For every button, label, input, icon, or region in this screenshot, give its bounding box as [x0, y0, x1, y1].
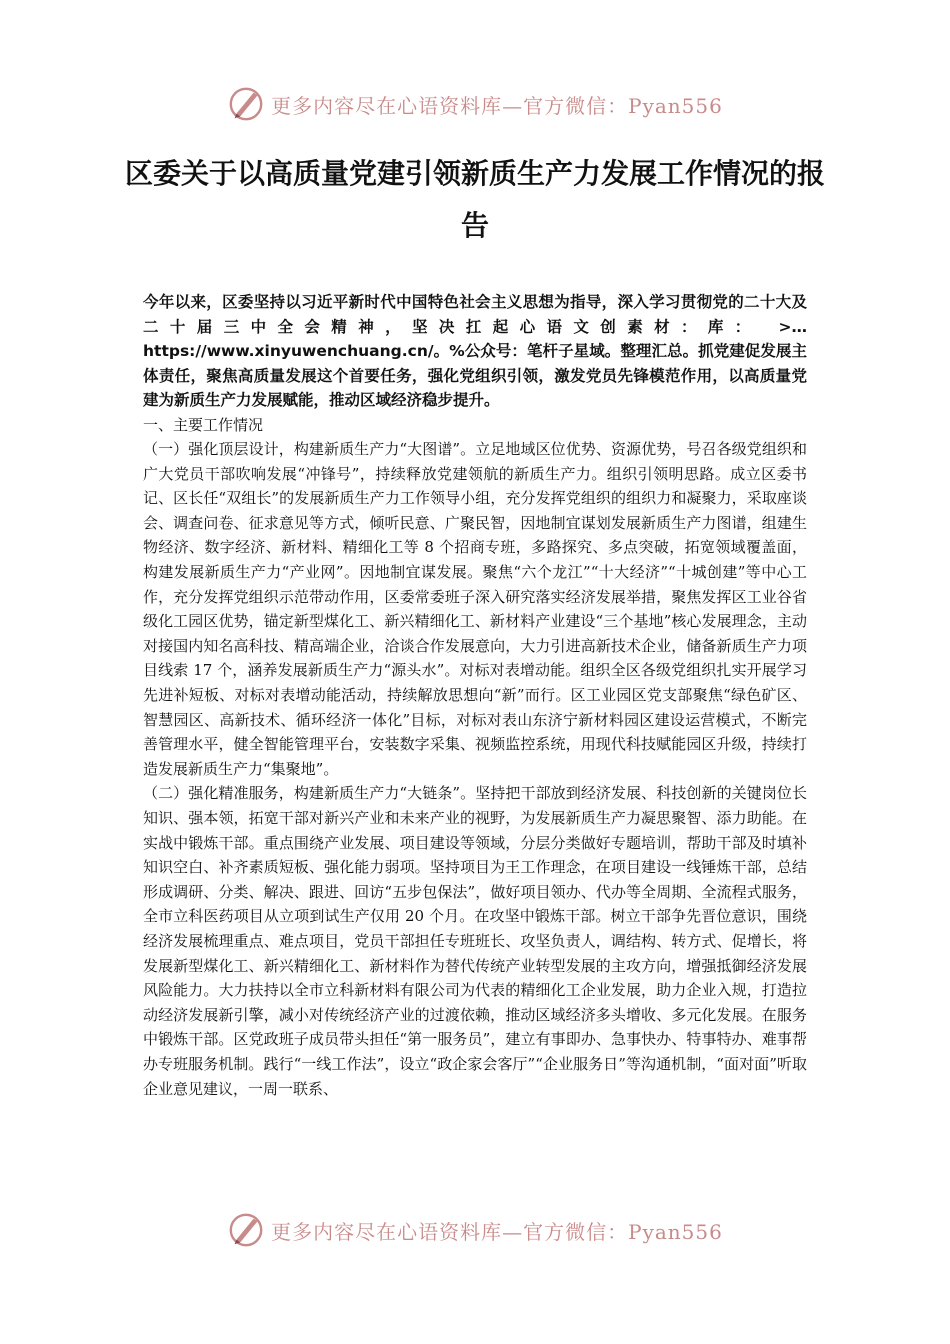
body-paragraph-2: （二）强化精准服务，构建新质生产力“大链条”。坚持把干部放到经济发展、科技创新的关键岗位长知识、强本领，拓宽干部对新兴产业和未来产业的视野，为发展新质生产力凝思聚智、添力助能。在实战中锻炼干部。重点围绕产业发展、项目建设等领域，分层分类做好专题培训，帮助干部及时填补知识空白、补齐素质短板、强化能力弱项。坚持项目为王工作理念，在项目建设一线锤炼干部，总结形成调研、分类、解决、跟进、回访“五步包保法”，做好项目领办、代办等全周期、全流程式服务，全市立科医药项目从立项到试生产仅用 20 个月。在攻坚中锻炼干部。树立干部争先晋位意识，围绕经济发展梳理重点、难点项目，党员干部担任专班班长、攻坚负责人，调结构、转方式、促增长，将发展新型煤化工、新兴精细化工、新材料作为替代传统产业转型发展的主攻方向，增强抵御经济发展风险能力。大力扶持以全市立科新材料有限公司为代表的精细化工企业发展，助力企业入规，打造拉动经济发展新引擎，减小对传统经济产业的过渡依赖，推动区域经济多头增收、多元化发展。在服务中锻炼干部。区党政班子成员带头担任“第一服务员”，建立有事即办、急事快办、特事特办、难事帮办专班服务机制。践行“一线工作法”，设立“政企家会客厅”“企业服务日”等沟通机制，“面对面”听取企业意见建议，一周一联系、: [143, 784, 807, 1098]
watermark-text: 更多内容尽在心语资料库—官方微信：Pyan556: [271, 93, 723, 118]
header-watermark-banner: [0, 80, 950, 128]
section-heading: 一、主要工作情况: [143, 415, 264, 434]
pen-icon: [227, 1211, 265, 1249]
pen-icon: [227, 85, 265, 123]
document-title: 区委关于以高质量党建引领新质生产力发展工作情况的报告: [124, 157, 825, 242]
document-body: [143, 290, 807, 1101]
intro-paragraph: 今年以来，区委坚持以习近平新时代中国特色社会主义思想为指导，深入学习贯彻党的二十大及二十届三中全会精神，坚决扛起心语文创素材：库： >…https://www.xinyuwenchuang.cn/。%公众号：笔杆子星域。整理汇总。抓党建促发展主体责任，聚焦高质量发展这个首要任务，强化党组织引领，激发党员先锋模范作用，以高质量党建为新质生产力发展赋能，推动区域经济稳步提升。: [143, 293, 807, 409]
footer-watermark-banner: [0, 1206, 950, 1254]
watermark-text: 更多内容尽在心语资料库—官方微信：Pyan556: [271, 1219, 723, 1244]
body-paragraph-1: （一）强化顶层设计，构建新质生产力“大图谱”。立足地域区位优势、资源优势，号召各级党组织和广大党员干部吹响发展“冲锋号”，持续释放党建领航的新质生产力。组织引领明思路。成立区委书记、区长任“双组长”的发展新质生产力工作领导小组，充分发挥党组织的组织力和凝聚力，采取座谈会、调查问卷、征求意见等方式，倾听民意、广聚民智，因地制宜谋划发展新质生产力图谱，组建生物经济、数字经济、新材料、精细化工等 8 个招商专班，多路探究、多点突破，拓宽领域覆盖面，构建发展新质生产力“产业网”。因地制宜谋发展。聚焦“六个龙江”“十大经济”“十城创建”等中心工作，充分发挥党组织示范带动作用，区委常委班子深入研究落实经济发展举措，聚焦发挥区工业谷省级化工园区优势，锚定新型煤化工、新兴精细化工、新材料产业建设“三个基地”核心发展理念，主动对接国内知名高科技、精高端企业，洽谈合作发展意向，大力引进高新技术企业，储备新质生产力项目线索 17 个，涵养发展新质生产力“源头水”。对标对表增动能。组织全区各级党组织扎实开展学习先进补短板、对标对表增动能活动，持续解放思想向“新”而行。区工业园区党支部聚焦“绿色矿区、智慧园区、高新技术、循环经济一体化”目标，对标对表山东济宁新材料园区建设运营模式，不断完善管理水平，健全智能管理平台，安装数字采集、视频监控系统，用现代科技赋能园区升级，持续打造发展新质生产力“集聚地”。: [143, 440, 807, 778]
